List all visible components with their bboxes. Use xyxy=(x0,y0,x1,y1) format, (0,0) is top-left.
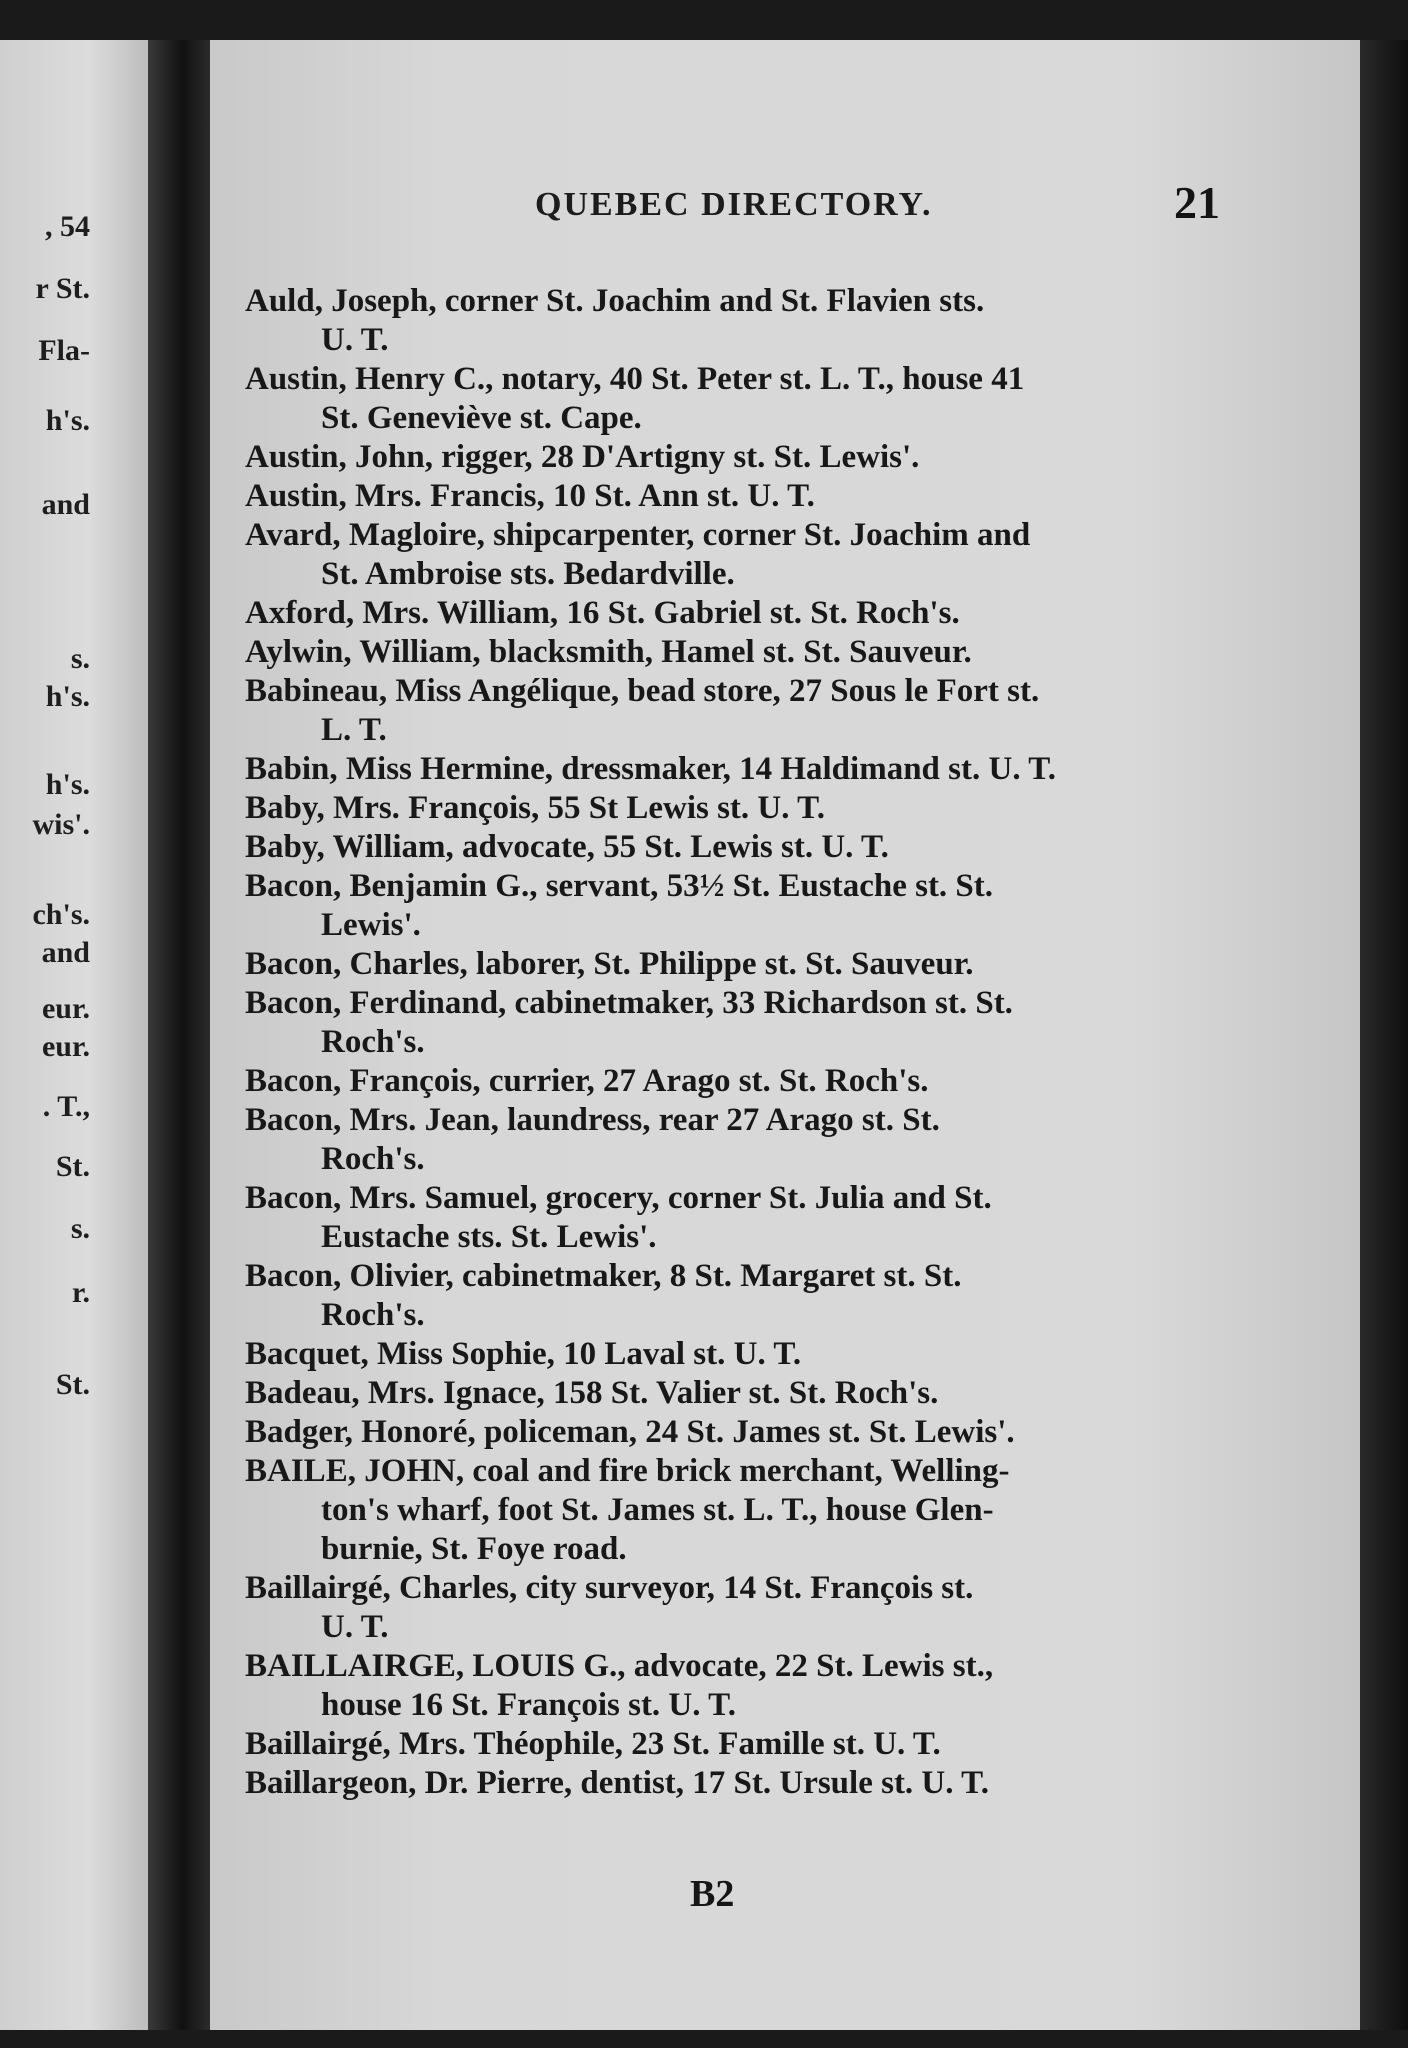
page-header xyxy=(210,177,1220,240)
directory-entry: Baillargeon, Dr. Pierre, dentist, 17 St. Ursule st. U. T. xyxy=(245,1765,989,1801)
directory-entry: Aylwin, William, blacksmith, Hamel st. St. Sauveur. xyxy=(245,634,972,670)
page-number: 21 xyxy=(1174,177,1220,228)
left-page-fragment: , 54 xyxy=(45,210,90,243)
directory-entry: Babin, Miss Hermine, dressmaker, 14 Haldimand st. U. T. xyxy=(245,751,1057,787)
left-page-fragment: h's. xyxy=(45,768,90,801)
directory-entry: Baby, William, advocate, 55 St. Lewis st. U. T. xyxy=(245,829,889,865)
left-page-fragment: Fla- xyxy=(38,334,90,367)
directory-entry: Avard, Magloire, shipcarpenter, corner St. Joachim and St. Ambroise sts. Bedardville. xyxy=(245,517,1031,592)
left-page-fragment: h's. xyxy=(45,404,90,437)
left-page-fragment: ch's. xyxy=(32,898,90,931)
left-page-fragment: s. xyxy=(70,642,90,675)
left-page-fragment: St. xyxy=(55,1150,90,1183)
directory-entry: Austin, John, rigger, 28 D'Artigny st. St. Lewis'. xyxy=(245,439,920,475)
directory-entry: Bacon, Mrs. Jean, laundress, rear 27 Arago st. St. Roch's. xyxy=(245,1102,940,1177)
left-page-fragment: wis'. xyxy=(32,808,90,841)
directory-entry: Axford, Mrs. William, 16 St. Gabriel st. St. Roch's. xyxy=(245,595,960,631)
left-page-fragment: r. xyxy=(71,1276,90,1309)
left-page-fragment: . T., xyxy=(42,1090,90,1123)
directory-entry: Bacquet, Miss Sophie, 10 Laval st. U. T. xyxy=(245,1336,802,1372)
directory-entry: Austin, Henry C., notary, 40 St. Peter st. L. T., house 41 St. Geneviève st. Cape. xyxy=(245,361,1025,436)
directory-entries xyxy=(245,282,1205,1803)
running-head: QUEBEC DIRECTORY. xyxy=(535,186,933,223)
directory-entry: Baillairgé, Mrs. Théophile, 23 St. Famille st. U. T. xyxy=(245,1726,941,1762)
directory-entry: Bacon, Ferdinand, cabinetmaker, 33 Richardson st. St. Roch's. xyxy=(245,985,1013,1060)
directory-entry: Bacon, Olivier, cabinetmaker, 8 St. Margaret st. St. Roch's. xyxy=(245,1258,962,1333)
directory-entry: BAILE, JOHN, coal and fire brick merchant, Welling- ton's wharf, foot St. James st. L. T., house Glen- burnie, St. Foye road. xyxy=(245,1453,1010,1567)
directory-entry: Badger, Honoré, policeman, 24 St. James st. St. Lewis'. xyxy=(245,1414,1015,1450)
left-page-strip xyxy=(0,40,148,2030)
book-gutter xyxy=(148,40,210,2030)
left-page-fragment: and xyxy=(41,488,90,521)
directory-entry: Austin, Mrs. Francis, 10 St. Ann st. U. T. xyxy=(245,478,815,514)
directory-entry: Bacon, Benjamin G., servant, 53½ St. Eustache st. St. Lewis'. xyxy=(245,868,994,943)
left-page-fragment: eur. xyxy=(41,1030,90,1063)
page-edge xyxy=(1360,40,1408,2030)
directory-entry: Badeau, Mrs. Ignace, 158 St. Valier st. St. Roch's. xyxy=(245,1375,939,1411)
directory-entry: Auld, Joseph, corner St. Joachim and St. Flavien sts. U. T. xyxy=(245,283,985,358)
left-page-fragment: eur. xyxy=(41,992,90,1025)
left-page-fragment: St. xyxy=(55,1368,90,1401)
directory-entry: Baby, Mrs. François, 55 St Lewis st. U. T. xyxy=(245,790,825,826)
left-page-fragment: s. xyxy=(70,1212,90,1245)
signature-mark: B2 xyxy=(690,1873,735,1915)
directory-entry: Bacon, François, currier, 27 Arago st. St. Roch's. xyxy=(245,1063,929,1099)
directory-entry: Bacon, Charles, laborer, St. Philippe st. St. Sauveur. xyxy=(245,946,974,982)
directory-entry: Baillairgé, Charles, city surveyor, 14 St. François st. U. T. xyxy=(245,1570,974,1645)
left-page-fragment: r St. xyxy=(35,272,90,305)
left-page-fragment: and xyxy=(41,936,90,969)
left-page-fragment: h's. xyxy=(45,680,90,713)
directory-entry: Bacon, Mrs. Samuel, grocery, corner St. Julia and St. Eustache sts. St. Lewis'. xyxy=(245,1180,992,1255)
directory-entry: Babineau, Miss Angélique, bead store, 27 Sous le Fort st. L. T. xyxy=(245,673,1040,748)
directory-entry: BAILLAIRGE, LOUIS G., advocate, 22 St. Lewis st., house 16 St. François st. U. T. xyxy=(245,1648,994,1723)
